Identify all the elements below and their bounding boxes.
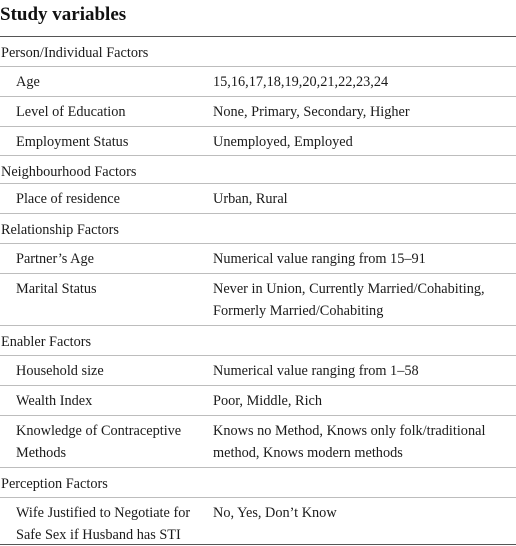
table-row-knowledge-of-contraceptive-methods	[0, 416, 516, 467]
variable-values: None, Primary, Secondary, Higher	[213, 104, 410, 120]
variable-name: Place of residence	[16, 191, 120, 207]
table-row-employment-status	[0, 127, 516, 155]
section-header-perception-factors	[0, 468, 516, 497]
variable-name: Age	[16, 74, 40, 90]
variable-values: Poor, Middle, Rich	[213, 393, 323, 409]
section-label: Neighbourhood Factors	[1, 164, 137, 180]
section-header-neighbourhood-factors	[0, 156, 516, 183]
table-row-level-of-education	[0, 97, 516, 126]
study-variables-table	[0, 37, 516, 545]
section-label: Relationship Factors	[1, 222, 119, 238]
variable-name: Partner’s Age	[16, 251, 94, 267]
section-header-person-individual-factors	[0, 37, 516, 66]
table-row-wealth-index	[0, 386, 516, 415]
variable-values: No, Yes, Don’t Know	[213, 505, 337, 521]
variable-name: Marital Status	[16, 281, 97, 297]
section-label: Perception Factors	[1, 476, 108, 492]
variable-values: Knows no Method, Knows only folk/traditional method, Knows modern methods	[213, 423, 486, 461]
variable-name: Employment Status	[16, 134, 129, 150]
variable-values: 15,16,17,18,19,20,21,22,23,24	[213, 74, 389, 90]
table-row-marital-status	[0, 274, 516, 325]
variable-values: Numerical value ranging from 15–91	[213, 251, 426, 267]
section-label: Enabler Factors	[1, 334, 92, 350]
variable-values: Unemployed, Employed	[213, 134, 353, 150]
variable-name: Household size	[16, 363, 104, 379]
variable-name: Wife Justified to Negotiate for Safe Sex if Husband has STI	[16, 505, 191, 543]
variable-name: Level of Education	[16, 104, 126, 120]
variable-values: Never in Union, Currently Married/Cohabiting, Formerly Married/Cohabiting	[213, 281, 485, 319]
variable-values: Urban, Rural	[213, 191, 288, 207]
variable-values: Numerical value ranging from 1–58	[213, 363, 419, 379]
table-row-household-size	[0, 356, 516, 385]
table-row-place-of-residence	[0, 184, 516, 213]
section-header-enabler-factors	[0, 326, 516, 355]
section-label: Person/Individual Factors	[1, 45, 149, 61]
variable-name: Wealth Index	[16, 393, 93, 409]
variable-name: Knowledge of Contraceptive Methods	[16, 423, 182, 461]
section-header-relationship-factors	[0, 214, 516, 243]
table-row-age	[0, 67, 516, 96]
table-row-partners-age	[0, 244, 516, 273]
table-title: Study variables	[0, 4, 127, 25]
table-row-wife-justified-safe-sex	[0, 498, 516, 544]
